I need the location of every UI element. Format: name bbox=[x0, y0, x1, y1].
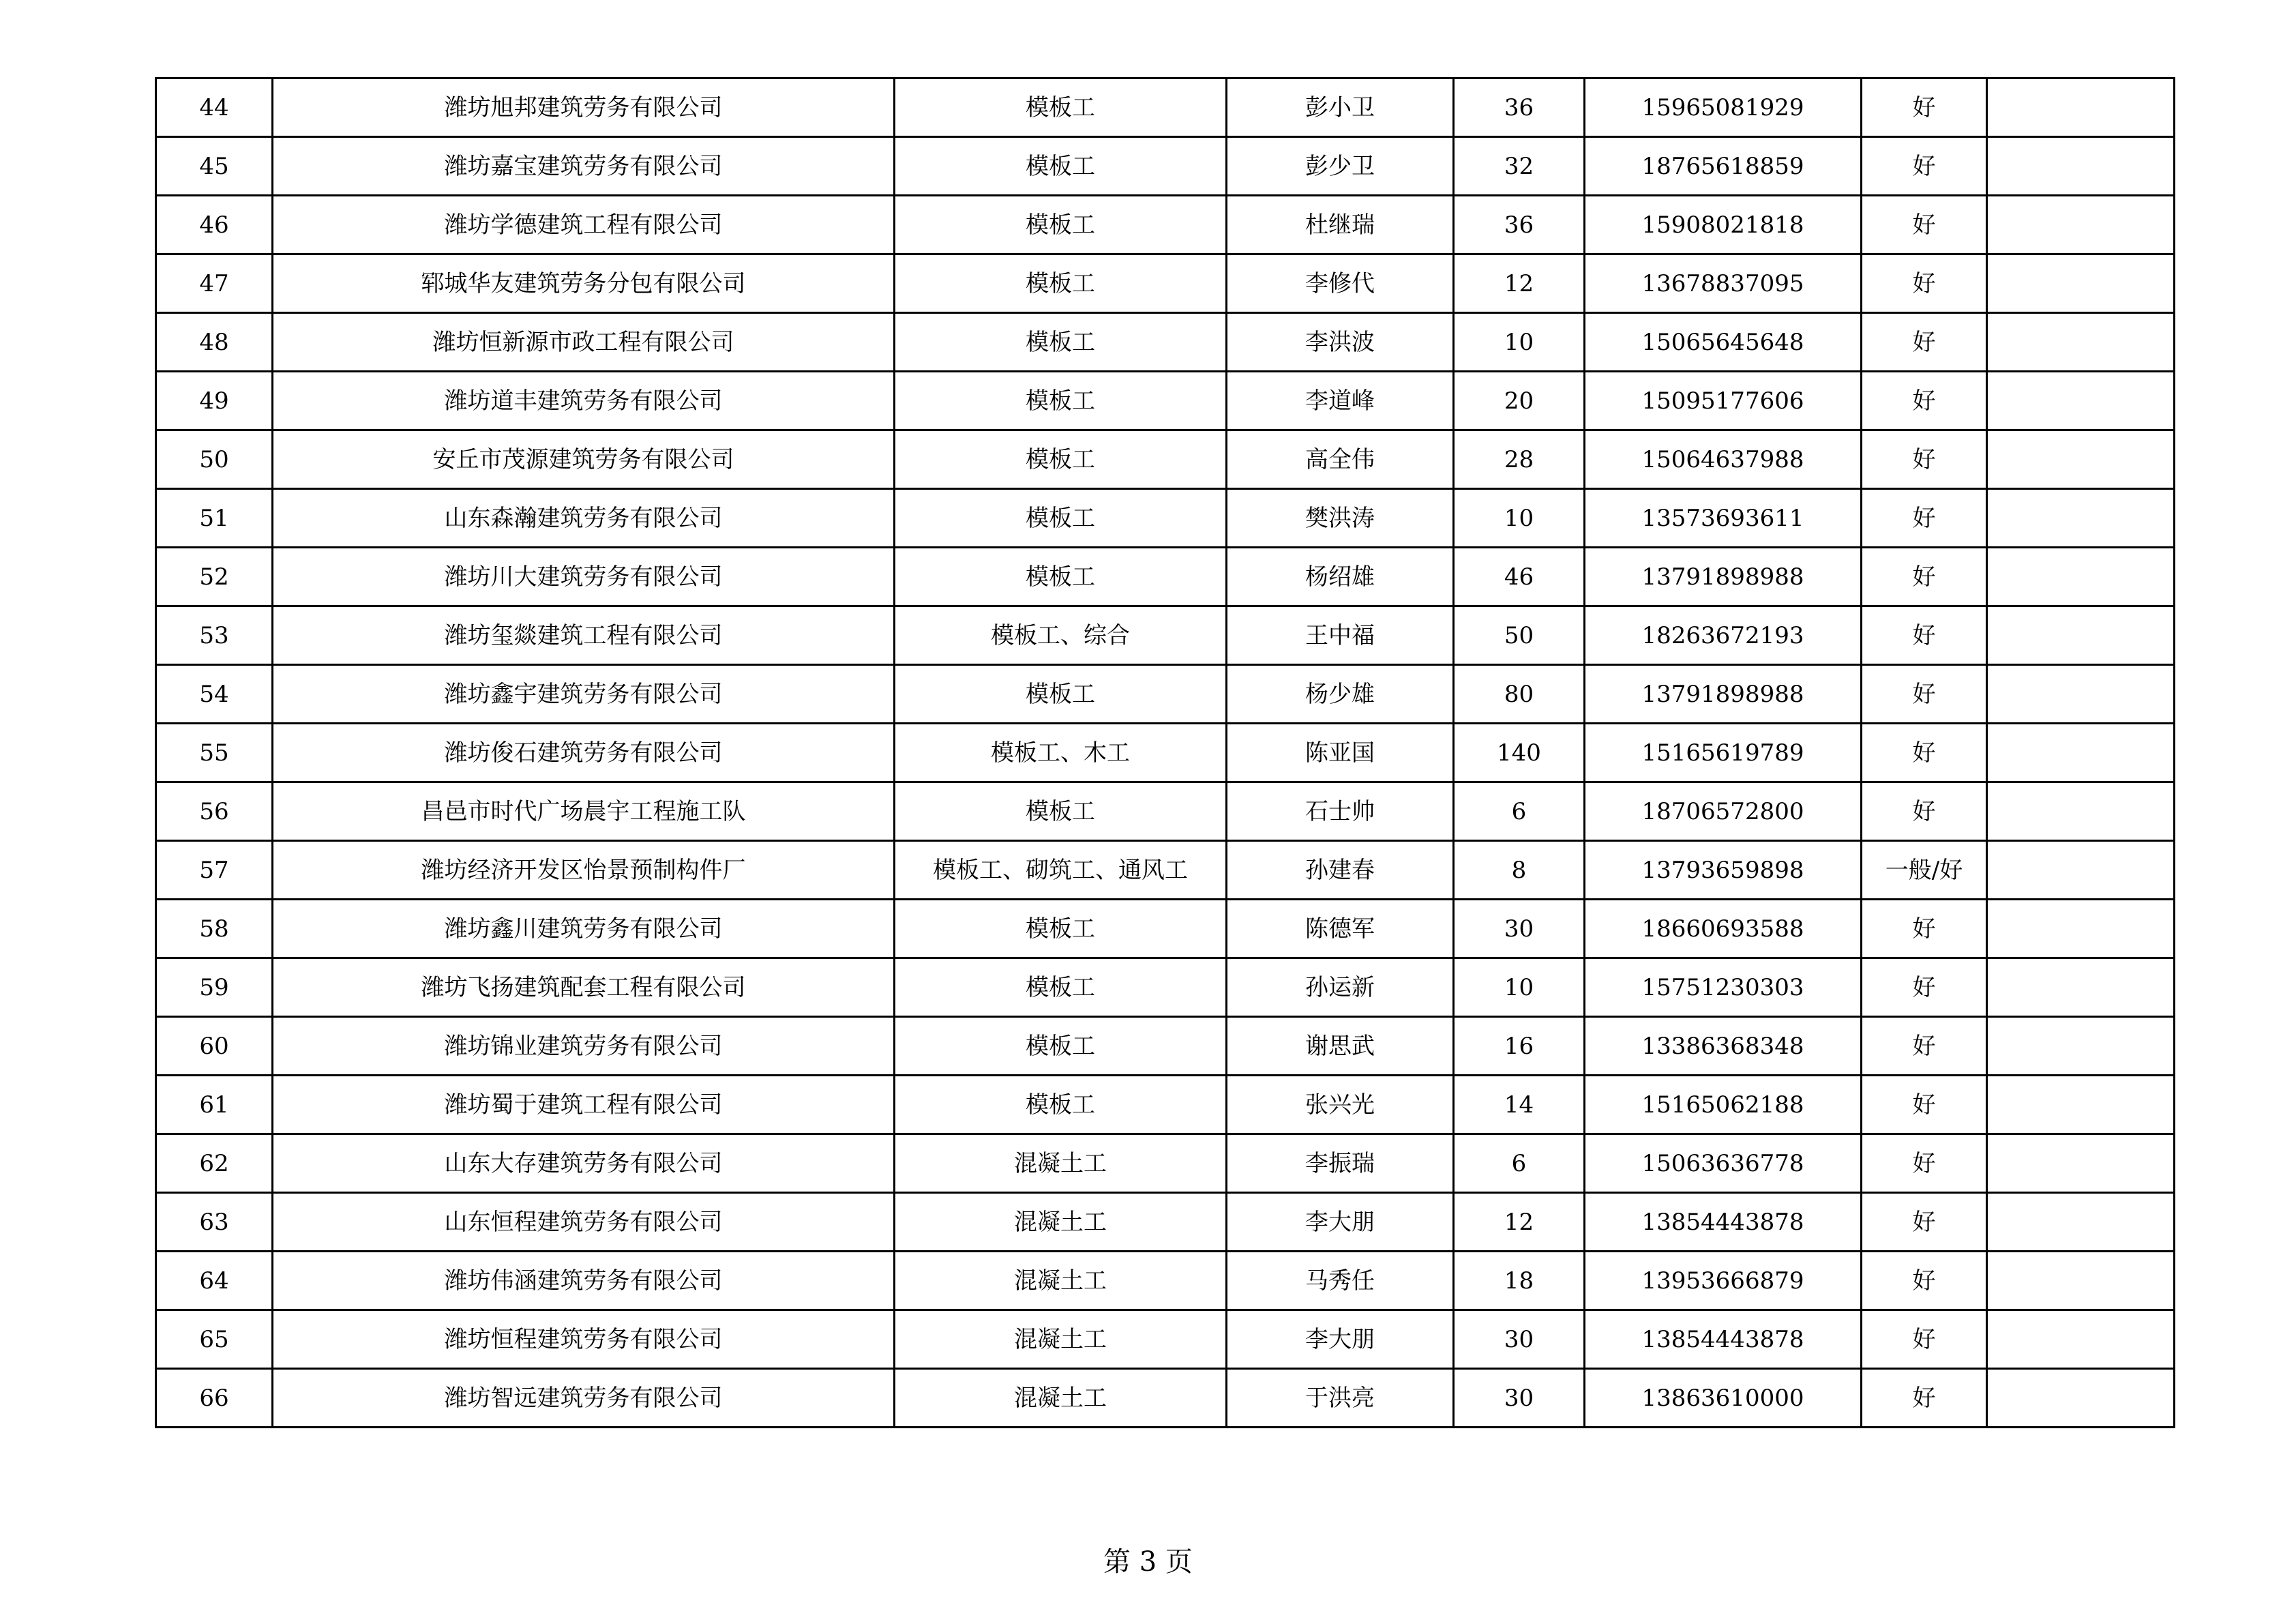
worker-count-cell: 50 bbox=[1454, 606, 1585, 665]
row-number-cell: 60 bbox=[156, 1017, 273, 1076]
contact-person-cell: 陈亚国 bbox=[1227, 724, 1454, 782]
remark-cell bbox=[1987, 606, 2175, 665]
company-name-cell: 潍坊俊石建筑劳务有限公司 bbox=[273, 724, 895, 782]
row-number-cell: 48 bbox=[156, 313, 273, 372]
table-row bbox=[156, 137, 2175, 196]
remark-cell bbox=[1987, 958, 2175, 1017]
row-number-cell: 51 bbox=[156, 489, 273, 548]
table-row bbox=[156, 196, 2175, 254]
contact-person-cell: 樊洪涛 bbox=[1227, 489, 1454, 548]
trade-cell: 模板工 bbox=[895, 137, 1227, 196]
phone-cell: 13854443878 bbox=[1585, 1310, 1862, 1369]
table-row bbox=[156, 665, 2175, 724]
table-row bbox=[156, 1076, 2175, 1134]
table-row bbox=[156, 958, 2175, 1017]
trade-cell: 模板工 bbox=[895, 313, 1227, 372]
contact-person-cell: 于洪亮 bbox=[1227, 1369, 1454, 1428]
rating-cell: 好 bbox=[1862, 1369, 1987, 1428]
company-name-cell: 潍坊飞扬建筑配套工程有限公司 bbox=[273, 958, 895, 1017]
remark-cell bbox=[1987, 900, 2175, 958]
phone-cell: 18263672193 bbox=[1585, 606, 1862, 665]
company-name-cell: 潍坊恒程建筑劳务有限公司 bbox=[273, 1310, 895, 1369]
remark-cell bbox=[1987, 841, 2175, 900]
worker-count-cell: 16 bbox=[1454, 1017, 1585, 1076]
trade-cell: 模板工 bbox=[895, 78, 1227, 137]
trade-cell: 混凝土工 bbox=[895, 1310, 1227, 1369]
phone-cell: 13678837095 bbox=[1585, 254, 1862, 313]
table-row bbox=[156, 430, 2175, 489]
row-number-cell: 64 bbox=[156, 1252, 273, 1310]
rating-cell: 好 bbox=[1862, 724, 1987, 782]
remark-cell bbox=[1987, 313, 2175, 372]
trade-cell: 模板工 bbox=[895, 548, 1227, 606]
row-number-cell: 54 bbox=[156, 665, 273, 724]
worker-count-cell: 30 bbox=[1454, 900, 1585, 958]
rating-cell: 好 bbox=[1862, 1134, 1987, 1193]
rating-cell: 好 bbox=[1862, 900, 1987, 958]
worker-count-cell: 10 bbox=[1454, 958, 1585, 1017]
phone-cell: 15063636778 bbox=[1585, 1134, 1862, 1193]
company-name-cell: 潍坊道丰建筑劳务有限公司 bbox=[273, 372, 895, 430]
worker-count-cell: 12 bbox=[1454, 254, 1585, 313]
rating-cell: 好 bbox=[1862, 1252, 1987, 1310]
remark-cell bbox=[1987, 489, 2175, 548]
phone-cell: 15095177606 bbox=[1585, 372, 1862, 430]
worker-count-cell: 8 bbox=[1454, 841, 1585, 900]
row-number-cell: 49 bbox=[156, 372, 273, 430]
table-row bbox=[156, 841, 2175, 900]
worker-count-cell: 32 bbox=[1454, 137, 1585, 196]
trade-cell: 模板工 bbox=[895, 196, 1227, 254]
rating-cell: 好 bbox=[1862, 1310, 1987, 1369]
contact-person-cell: 石士帅 bbox=[1227, 782, 1454, 841]
worker-count-cell: 14 bbox=[1454, 1076, 1585, 1134]
contact-person-cell: 张兴光 bbox=[1227, 1076, 1454, 1134]
contractor-table bbox=[155, 77, 2175, 1428]
contact-person-cell: 李道峰 bbox=[1227, 372, 1454, 430]
contact-person-cell: 陈德军 bbox=[1227, 900, 1454, 958]
remark-cell bbox=[1987, 254, 2175, 313]
trade-cell: 混凝土工 bbox=[895, 1134, 1227, 1193]
worker-count-cell: 6 bbox=[1454, 1134, 1585, 1193]
rating-cell: 好 bbox=[1862, 372, 1987, 430]
trade-cell: 模板工、综合 bbox=[895, 606, 1227, 665]
table-row bbox=[156, 606, 2175, 665]
table-row bbox=[156, 1369, 2175, 1428]
contact-person-cell: 李洪波 bbox=[1227, 313, 1454, 372]
trade-cell: 模板工 bbox=[895, 1076, 1227, 1134]
row-number-cell: 57 bbox=[156, 841, 273, 900]
phone-cell: 13854443878 bbox=[1585, 1193, 1862, 1252]
row-number-cell: 61 bbox=[156, 1076, 273, 1134]
table-row bbox=[156, 372, 2175, 430]
phone-cell: 15908021818 bbox=[1585, 196, 1862, 254]
company-name-cell: 潍坊鑫宇建筑劳务有限公司 bbox=[273, 665, 895, 724]
company-name-cell: 潍坊蜀于建筑工程有限公司 bbox=[273, 1076, 895, 1134]
phone-cell: 13791898988 bbox=[1585, 665, 1862, 724]
row-number-cell: 44 bbox=[156, 78, 273, 137]
remark-cell bbox=[1987, 137, 2175, 196]
remark-cell bbox=[1987, 196, 2175, 254]
company-name-cell: 潍坊玺燚建筑工程有限公司 bbox=[273, 606, 895, 665]
company-name-cell: 潍坊嘉宝建筑劳务有限公司 bbox=[273, 137, 895, 196]
company-name-cell: 潍坊伟涵建筑劳务有限公司 bbox=[273, 1252, 895, 1310]
trade-cell: 模板工 bbox=[895, 782, 1227, 841]
rating-cell: 好 bbox=[1862, 782, 1987, 841]
remark-cell bbox=[1987, 1369, 2175, 1428]
contact-person-cell: 杜继瑞 bbox=[1227, 196, 1454, 254]
trade-cell: 模板工 bbox=[895, 430, 1227, 489]
row-number-cell: 63 bbox=[156, 1193, 273, 1252]
row-number-cell: 56 bbox=[156, 782, 273, 841]
contact-person-cell: 谢思武 bbox=[1227, 1017, 1454, 1076]
table-row bbox=[156, 782, 2175, 841]
worker-count-cell: 28 bbox=[1454, 430, 1585, 489]
company-name-cell: 潍坊锦业建筑劳务有限公司 bbox=[273, 1017, 895, 1076]
remark-cell bbox=[1987, 1310, 2175, 1369]
rating-cell: 好 bbox=[1862, 548, 1987, 606]
trade-cell: 模板工 bbox=[895, 254, 1227, 313]
contact-person-cell: 孙建春 bbox=[1227, 841, 1454, 900]
phone-cell: 13573693611 bbox=[1585, 489, 1862, 548]
company-name-cell: 潍坊川大建筑劳务有限公司 bbox=[273, 548, 895, 606]
company-name-cell: 潍坊鑫川建筑劳务有限公司 bbox=[273, 900, 895, 958]
phone-cell: 15165619789 bbox=[1585, 724, 1862, 782]
trade-cell: 模板工、砌筑工、通风工 bbox=[895, 841, 1227, 900]
phone-cell: 18706572800 bbox=[1585, 782, 1862, 841]
rating-cell: 一般/好 bbox=[1862, 841, 1987, 900]
row-number-cell: 62 bbox=[156, 1134, 273, 1193]
company-name-cell: 潍坊经济开发区怡景预制构件厂 bbox=[273, 841, 895, 900]
contact-person-cell: 王中福 bbox=[1227, 606, 1454, 665]
phone-cell: 13793659898 bbox=[1585, 841, 1862, 900]
worker-count-cell: 10 bbox=[1454, 313, 1585, 372]
remark-cell bbox=[1987, 1017, 2175, 1076]
table-row bbox=[156, 1017, 2175, 1076]
trade-cell: 模板工 bbox=[895, 665, 1227, 724]
phone-cell: 15965081929 bbox=[1585, 78, 1862, 137]
phone-cell: 15065645648 bbox=[1585, 313, 1862, 372]
company-name-cell: 安丘市茂源建筑劳务有限公司 bbox=[273, 430, 895, 489]
trade-cell: 模板工 bbox=[895, 1017, 1227, 1076]
worker-count-cell: 36 bbox=[1454, 78, 1585, 137]
company-name-cell: 昌邑市时代广场晨宇工程施工队 bbox=[273, 782, 895, 841]
worker-count-cell: 46 bbox=[1454, 548, 1585, 606]
rating-cell: 好 bbox=[1862, 78, 1987, 137]
trade-cell: 模板工 bbox=[895, 900, 1227, 958]
remark-cell bbox=[1987, 1134, 2175, 1193]
trade-cell: 混凝土工 bbox=[895, 1369, 1227, 1428]
contact-person-cell: 李修代 bbox=[1227, 254, 1454, 313]
worker-count-cell: 6 bbox=[1454, 782, 1585, 841]
contact-person-cell: 李大朋 bbox=[1227, 1193, 1454, 1252]
worker-count-cell: 30 bbox=[1454, 1310, 1585, 1369]
table-row bbox=[156, 313, 2175, 372]
phone-cell: 13791898988 bbox=[1585, 548, 1862, 606]
contact-person-cell: 杨绍雄 bbox=[1227, 548, 1454, 606]
table-row bbox=[156, 900, 2175, 958]
company-name-cell: 山东森瀚建筑劳务有限公司 bbox=[273, 489, 895, 548]
phone-cell: 13386368348 bbox=[1585, 1017, 1862, 1076]
remark-cell bbox=[1987, 1193, 2175, 1252]
remark-cell bbox=[1987, 782, 2175, 841]
row-number-cell: 53 bbox=[156, 606, 273, 665]
company-name-cell: 潍坊恒新源市政工程有限公司 bbox=[273, 313, 895, 372]
rating-cell: 好 bbox=[1862, 430, 1987, 489]
table-row bbox=[156, 78, 2175, 137]
worker-count-cell: 140 bbox=[1454, 724, 1585, 782]
phone-cell: 13863610000 bbox=[1585, 1369, 1862, 1428]
remark-cell bbox=[1987, 1252, 2175, 1310]
remark-cell bbox=[1987, 548, 2175, 606]
table-row bbox=[156, 1310, 2175, 1369]
contact-person-cell: 马秀任 bbox=[1227, 1252, 1454, 1310]
row-number-cell: 47 bbox=[156, 254, 273, 313]
row-number-cell: 58 bbox=[156, 900, 273, 958]
phone-cell: 18765618859 bbox=[1585, 137, 1862, 196]
rating-cell: 好 bbox=[1862, 958, 1987, 1017]
rating-cell: 好 bbox=[1862, 254, 1987, 313]
phone-cell: 15751230303 bbox=[1585, 958, 1862, 1017]
contact-person-cell: 彭小卫 bbox=[1227, 78, 1454, 137]
trade-cell: 模板工、木工 bbox=[895, 724, 1227, 782]
remark-cell bbox=[1987, 1076, 2175, 1134]
rating-cell: 好 bbox=[1862, 1017, 1987, 1076]
worker-count-cell: 12 bbox=[1454, 1193, 1585, 1252]
remark-cell bbox=[1987, 430, 2175, 489]
rating-cell: 好 bbox=[1862, 665, 1987, 724]
table-row bbox=[156, 1252, 2175, 1310]
table-row bbox=[156, 1193, 2175, 1252]
rating-cell: 好 bbox=[1862, 1076, 1987, 1134]
row-number-cell: 50 bbox=[156, 430, 273, 489]
trade-cell: 模板工 bbox=[895, 958, 1227, 1017]
remark-cell bbox=[1987, 372, 2175, 430]
row-number-cell: 46 bbox=[156, 196, 273, 254]
worker-count-cell: 20 bbox=[1454, 372, 1585, 430]
company-name-cell: 山东大存建筑劳务有限公司 bbox=[273, 1134, 895, 1193]
rating-cell: 好 bbox=[1862, 1193, 1987, 1252]
rating-cell: 好 bbox=[1862, 313, 1987, 372]
company-name-cell: 潍坊学德建筑工程有限公司 bbox=[273, 196, 895, 254]
table-row bbox=[156, 548, 2175, 606]
table-row bbox=[156, 724, 2175, 782]
remark-cell bbox=[1987, 665, 2175, 724]
company-name-cell: 潍坊智远建筑劳务有限公司 bbox=[273, 1369, 895, 1428]
company-name-cell: 山东恒程建筑劳务有限公司 bbox=[273, 1193, 895, 1252]
rating-cell: 好 bbox=[1862, 196, 1987, 254]
contact-person-cell: 彭少卫 bbox=[1227, 137, 1454, 196]
remark-cell bbox=[1987, 724, 2175, 782]
row-number-cell: 66 bbox=[156, 1369, 273, 1428]
table-row bbox=[156, 489, 2175, 548]
phone-cell: 13953666879 bbox=[1585, 1252, 1862, 1310]
row-number-cell: 45 bbox=[156, 137, 273, 196]
trade-cell: 混凝土工 bbox=[895, 1252, 1227, 1310]
contact-person-cell: 孙运新 bbox=[1227, 958, 1454, 1017]
worker-count-cell: 80 bbox=[1454, 665, 1585, 724]
trade-cell: 混凝土工 bbox=[895, 1193, 1227, 1252]
row-number-cell: 55 bbox=[156, 724, 273, 782]
rating-cell: 好 bbox=[1862, 137, 1987, 196]
phone-cell: 15064637988 bbox=[1585, 430, 1862, 489]
row-number-cell: 65 bbox=[156, 1310, 273, 1369]
phone-cell: 15165062188 bbox=[1585, 1076, 1862, 1134]
trade-cell: 模板工 bbox=[895, 372, 1227, 430]
rating-cell: 好 bbox=[1862, 489, 1987, 548]
page-number: 第 3 页 bbox=[1103, 1546, 1193, 1578]
worker-count-cell: 18 bbox=[1454, 1252, 1585, 1310]
contact-person-cell: 李大朋 bbox=[1227, 1310, 1454, 1369]
trade-cell: 模板工 bbox=[895, 489, 1227, 548]
row-number-cell: 52 bbox=[156, 548, 273, 606]
remark-cell bbox=[1987, 78, 2175, 137]
worker-count-cell: 30 bbox=[1454, 1369, 1585, 1428]
contact-person-cell: 杨少雄 bbox=[1227, 665, 1454, 724]
contact-person-cell: 高全伟 bbox=[1227, 430, 1454, 489]
worker-count-cell: 36 bbox=[1454, 196, 1585, 254]
worker-count-cell: 10 bbox=[1454, 489, 1585, 548]
row-number-cell: 59 bbox=[156, 958, 273, 1017]
phone-cell: 18660693588 bbox=[1585, 900, 1862, 958]
company-name-cell: 郓城华友建筑劳务分包有限公司 bbox=[273, 254, 895, 313]
table-body bbox=[156, 78, 2175, 1428]
rating-cell: 好 bbox=[1862, 606, 1987, 665]
company-name-cell: 潍坊旭邦建筑劳务有限公司 bbox=[273, 78, 895, 137]
table-row bbox=[156, 1134, 2175, 1193]
contact-person-cell: 李振瑞 bbox=[1227, 1134, 1454, 1193]
table-row bbox=[156, 254, 2175, 313]
